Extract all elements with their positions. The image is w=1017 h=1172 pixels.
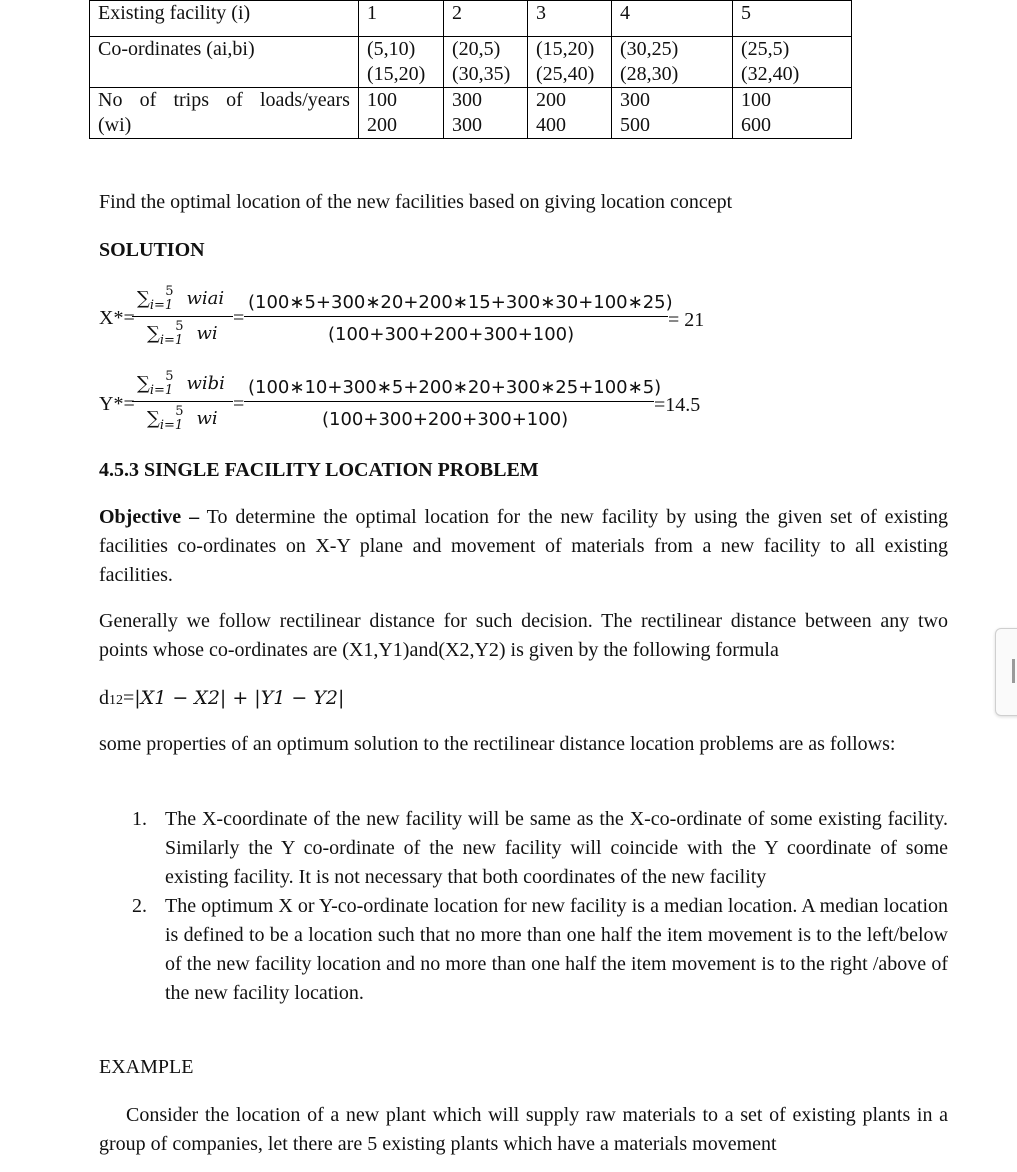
example-heading: EXAMPLE: [99, 1056, 194, 1078]
sum-subscript: i=1: [149, 298, 174, 313]
table-row: [90, 37, 852, 88]
distance-formula: [99, 684, 344, 715]
coord-value: (30,35): [452, 63, 511, 85]
word: No: [98, 89, 123, 111]
word: of: [139, 89, 157, 111]
table-cell: [90, 88, 359, 139]
table-cell: [359, 37, 444, 88]
denominator-expression: (100+300+200+300+100): [328, 324, 575, 345]
sum-subscript: i=1: [159, 418, 184, 433]
eq-variable: wiai: [186, 288, 225, 309]
trip-value: 300: [452, 114, 482, 136]
coord-value: (15,20): [367, 63, 426, 85]
fraction-bar: [132, 316, 233, 317]
table-cell: 5: [733, 1, 852, 37]
facility-table: [89, 0, 852, 139]
trip-value: 100: [367, 89, 397, 111]
sum-superscript: 5: [175, 404, 184, 419]
table-cell: [444, 88, 528, 139]
eq-lhs: X*=: [99, 307, 135, 329]
eq-sign: =: [233, 307, 245, 329]
objective-text: To determine the optimal location for the new facility by using the given set of existing facilities co-ordinates on X-Y plane and movement of materials from a new facility to all existing facilities.: [99, 506, 949, 586]
properties-list: [99, 805, 948, 1008]
table-cell: 2: [444, 1, 528, 37]
sigma-symbol: ∑: [147, 323, 160, 344]
trip-value: 300: [452, 89, 482, 111]
table-cell: [444, 37, 528, 88]
eq-result: =14.5: [654, 394, 701, 416]
eq-result: = 21: [668, 309, 705, 331]
sigma-symbol: ∑: [137, 288, 150, 309]
sum-denominator: [147, 319, 218, 348]
sum-superscript: 5: [175, 319, 184, 334]
trip-value: 200: [536, 89, 566, 111]
formula-lhs: d: [99, 687, 109, 709]
numerator-expression: (100∗5+300∗20+200∗15+300∗30+100∗25): [248, 292, 673, 313]
table-cell: 4: [612, 1, 733, 37]
eq-variable: wi: [196, 323, 218, 344]
sum-superscript: 5: [165, 369, 174, 384]
rectilinear-paragraph: Generally we follow rectilinear distance for such decision. The rectilinear distance between any two points whose co-ordinates are (X1,Y1)and(X2,Y2) is given by the following formula: [99, 610, 948, 661]
eq-lhs: Y*=: [99, 393, 135, 415]
list-text: The optimum X or Y-co-ordinate location for new facility is a median location. A median location is defined to be a location such that no more than one half the item movement is to the left/below of the new facility location and no more than one half the item movement is to the right /above of the new facility location.: [165, 895, 948, 1004]
coord-value: (25,5): [741, 38, 790, 60]
coord-value: (20,5): [452, 38, 501, 60]
trip-value: 300: [620, 89, 650, 111]
coord-value: (15,20): [536, 38, 595, 60]
trip-value: 400: [536, 114, 566, 136]
table-cell: 3: [528, 1, 612, 37]
list-number: 2.: [132, 895, 147, 917]
sigma-symbol: ∑: [147, 408, 160, 429]
objective-paragraph: [99, 503, 948, 590]
table-cell: [528, 88, 612, 139]
find-text: Find the optimal location of the new facilities based on giving location concept: [99, 191, 733, 213]
word: loads/years: [259, 89, 350, 111]
sum-numerator: [137, 284, 225, 313]
coord-value: (28,30): [620, 63, 679, 85]
list-item: [99, 892, 948, 1008]
example-paragraph: Consider the location of a new plant which will supply raw materials to a set of existing plants in a group of companies, let there are 5 existing plants which have a materials movement: [99, 1104, 948, 1155]
eq-variable: wibi: [186, 373, 225, 394]
fraction-bar: [244, 316, 668, 317]
section-heading: 4.5.3 SINGLE FACILITY LOCATION PROBLEM: [99, 459, 539, 481]
list-number: 1.: [132, 808, 147, 830]
trip-value: 500: [620, 114, 650, 136]
sum-subscript: i=1: [149, 383, 174, 398]
table-cell: 1: [359, 1, 444, 37]
table-cell: Co-ordinates (ai,bi): [90, 37, 359, 88]
table-cell: Existing facility (i): [90, 1, 359, 37]
sum-subscript: i=1: [159, 333, 184, 348]
table-row: [90, 1, 852, 37]
trips-label-line: [98, 88, 350, 113]
sigma-symbol: ∑: [137, 373, 150, 394]
table-cell: [528, 37, 612, 88]
list-text: The X-coordinate of the new facility will be same as the X-co-ordinate of some existing facility. Similarly the Y co-ordinate of the new facility will coincide with the Y coordinate of some existing facility. It is not necessary that both coordinates of the new facility: [165, 808, 948, 888]
coord-value: (25,40): [536, 63, 595, 85]
grip-icon: [1012, 659, 1015, 683]
sum-denominator: [147, 404, 218, 433]
formula-rhs: |X1 − X2| + |Y1 − Y2|: [134, 687, 345, 709]
fraction-bar: [132, 401, 233, 402]
table-row: [90, 88, 852, 139]
coord-value: (30,25): [620, 38, 679, 60]
table-cell: [612, 37, 733, 88]
objective-label: Objective –: [99, 506, 200, 528]
word: trips: [173, 89, 209, 111]
trip-value: 200: [367, 114, 397, 136]
trip-value: 600: [741, 114, 771, 136]
list-item: [99, 805, 948, 892]
trip-value: 100: [741, 89, 771, 111]
coord-value: (32,40): [741, 63, 800, 85]
table-cell: [612, 88, 733, 139]
word: of: [226, 89, 243, 111]
properties-intro: some properties of an optimum solution to the rectilinear distance location problems are as follows:: [99, 733, 896, 755]
sum-numerator: [137, 369, 225, 398]
table-cell: [733, 37, 852, 88]
eq-variable: wi: [196, 408, 218, 429]
solution-heading: SOLUTION: [99, 239, 205, 261]
coord-value: (5,10): [367, 38, 416, 60]
table-cell: [733, 88, 852, 139]
formula-subscript: 12: [109, 693, 123, 708]
eq-sign: =: [233, 393, 245, 415]
side-panel-handle[interactable]: [995, 628, 1017, 716]
trips-label-line: (wi): [98, 114, 132, 136]
formula-eq: =: [123, 687, 135, 709]
table-cell: [359, 88, 444, 139]
fraction-bar: [244, 401, 654, 402]
denominator-expression: (100+300+200+300+100): [322, 409, 569, 430]
sum-superscript: 5: [165, 284, 174, 299]
numerator-expression: (100∗10+300∗5+200∗20+300∗25+100∗5): [248, 377, 662, 398]
